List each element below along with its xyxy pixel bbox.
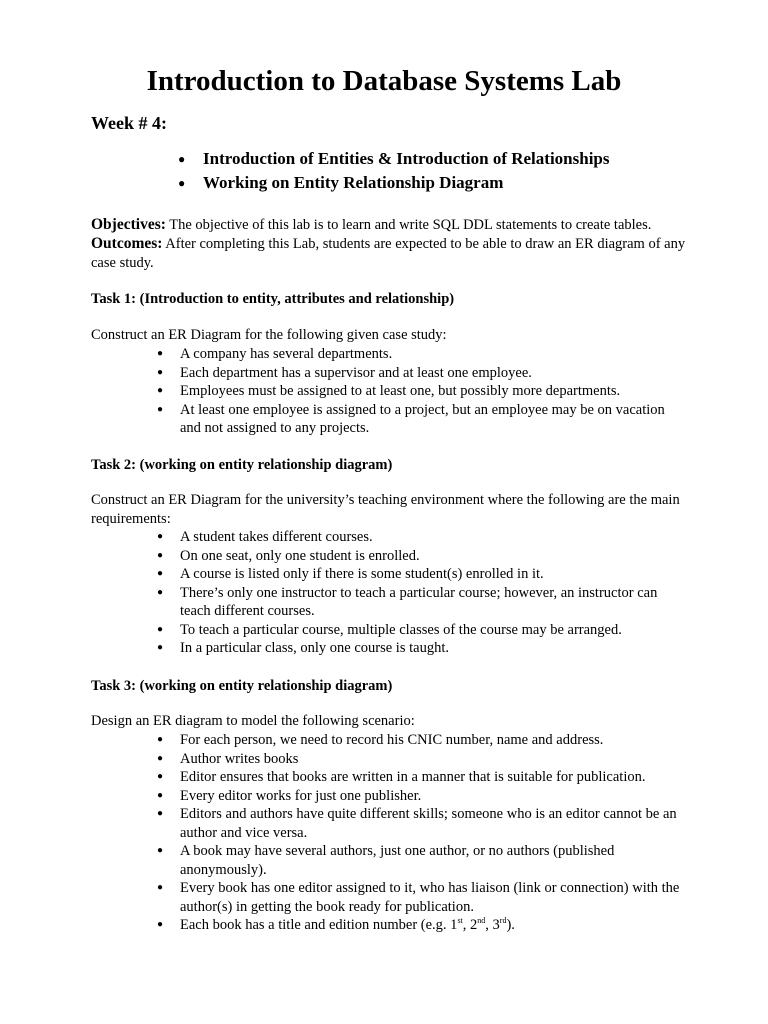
list-item: ● Editors and authors have quite different skills; someone who is an editor cannot be an author and vice versa. xyxy=(156,805,686,842)
list-item: ● A book may have several authors, just one author, or no authors (published anonymously). xyxy=(156,842,686,879)
list-item: ● At least one employee is assigned to a project, but an employee may be on vacation and not assigned to any projects. xyxy=(156,401,686,438)
ordinal-suffix: rd xyxy=(499,916,507,926)
task1-list xyxy=(156,345,686,438)
ordinal-suffix: nd xyxy=(477,916,486,926)
topic-item: ● Working on Entity Relationship Diagram xyxy=(178,171,609,195)
objectives-label: Objectives: xyxy=(91,216,166,233)
objectives-text: The objective of this lab is to learn and write SQL DDL statements to create tables. xyxy=(165,217,652,233)
list-item: ● For each person, we need to record his CNIC number, name and address. xyxy=(156,731,686,750)
list-item: ● Author writes books xyxy=(156,750,686,769)
list-item: ● Employees must be assigned to at least one, but possibly more departments. xyxy=(156,382,686,401)
page-title: Introduction to Database Systems Lab xyxy=(146,65,622,97)
list-item xyxy=(156,916,686,935)
list-item: ● There’s only one instructor to teach a particular course; however, an instructor can teach different courses. xyxy=(156,584,686,621)
edition-text: , 3 xyxy=(485,917,500,933)
list-item: ● Editor ensures that books are written in a manner that is suitable for publication. xyxy=(156,768,686,787)
ordinal-suffix: st xyxy=(457,916,463,926)
list-item: ● Every editor works for just one publisher. xyxy=(156,787,686,806)
list-item: ● On one seat, only one student is enrolled. xyxy=(156,547,686,566)
topic-item: ● Introduction of Entities & Introduction of Relationships xyxy=(178,147,609,171)
objectives-paragraph xyxy=(91,216,691,235)
list-item: ● A company has several departments. xyxy=(156,345,686,364)
outcomes-paragraph xyxy=(91,235,691,272)
task3-heading: Task 3: (working on entity relationship diagram) xyxy=(91,678,393,694)
task3-list xyxy=(156,731,686,935)
outcomes-label: Outcomes: xyxy=(91,235,163,252)
task1-intro: Construct an ER Diagram for the following given case study: xyxy=(91,327,447,343)
task3-intro: Design an ER diagram to model the following scenario: xyxy=(91,713,415,729)
list-item: ● In a particular class, only one course is taught. xyxy=(156,639,686,658)
task1-heading: Task 1: (Introduction to entity, attributes and relationship) xyxy=(91,291,455,307)
edition-text: Each book has a title and edition number (e.g. 1 xyxy=(180,917,458,933)
edition-text: , 2 xyxy=(462,917,478,933)
list-item: ● Each department has a supervisor and at least one employee. xyxy=(156,364,686,383)
task2-intro: Construct an ER Diagram for the university’s teaching environment where the following are the main requirements: xyxy=(91,492,680,527)
edition-text: ). xyxy=(506,917,515,933)
task2-heading: Task 2: (working on entity relationship diagram) xyxy=(91,457,393,473)
task2-list xyxy=(156,528,686,658)
outcomes-text: After completing this Lab, students are expected to be able to draw an ER diagram of any case study. xyxy=(91,236,686,271)
list-item: ● A course is listed only if there is some student(s) enrolled in it. xyxy=(156,565,686,584)
week-heading: Week # 4: xyxy=(91,113,167,133)
list-item: ● A student takes different courses. xyxy=(156,528,686,547)
topic-list xyxy=(178,147,609,195)
list-item: ● To teach a particular course, multiple classes of the course may be arranged. xyxy=(156,621,686,640)
list-item: ● Every book has one editor assigned to it, who has liaison (link or connection) with the author(s) in getting the book ready for publication. xyxy=(156,879,686,916)
